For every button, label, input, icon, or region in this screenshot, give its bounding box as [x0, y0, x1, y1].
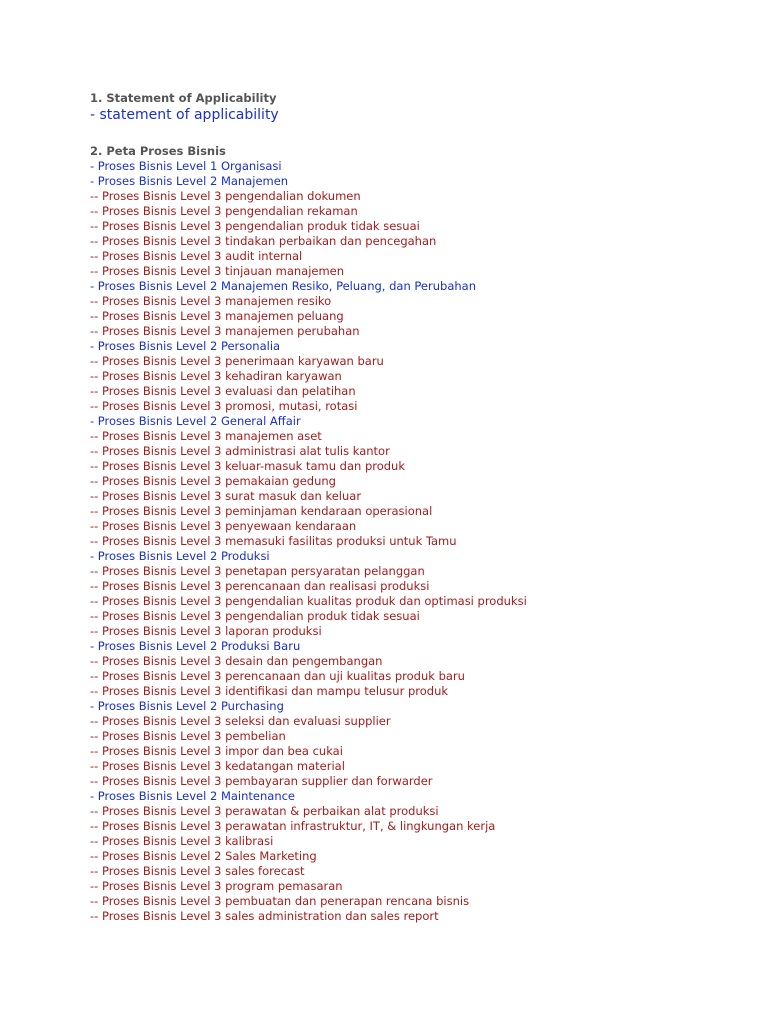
process-level3-link[interactable]: -- Proses Bisnis Level 3 impor dan bea cukai: [90, 744, 343, 758]
process-level3-link[interactable]: -- Proses Bisnis Level 3 desain dan pengembangan: [90, 654, 383, 668]
process-level3-link[interactable]: -- Proses Bisnis Level 3 kalibrasi: [90, 834, 274, 848]
section-spacer: [90, 125, 750, 144]
process-level3-link[interactable]: -- Proses Bisnis Level 3 kedatangan material: [90, 759, 345, 773]
process-level3-link[interactable]: -- Proses Bisnis Level 3 seleksi dan evaluasi supplier: [90, 714, 391, 728]
process-level2-link[interactable]: - Proses Bisnis Level 2 Produksi Baru: [90, 639, 301, 653]
process-level3-link[interactable]: -- Proses Bisnis Level 3 pengendalian produk tidak sesuai: [90, 609, 420, 623]
process-level3-link[interactable]: -- Proses Bisnis Level 3 surat masuk dan keluar: [90, 489, 362, 503]
process-level2-link[interactable]: - Proses Bisnis Level 2 Produksi: [90, 549, 270, 563]
process-level3-link[interactable]: -- Proses Bisnis Level 3 pembayaran supplier dan forwarder: [90, 774, 433, 788]
process-level3-link[interactable]: -- Proses Bisnis Level 3 penetapan persyaratan pelanggan: [90, 564, 425, 578]
process-level3-link[interactable]: -- Proses Bisnis Level 3 promosi, mutasi, rotasi: [90, 399, 358, 413]
process-level3-link[interactable]: -- Proses Bisnis Level 3 tinjauan manajemen: [90, 264, 345, 278]
process-level3-link[interactable]: -- Proses Bisnis Level 3 manajemen peluang: [90, 309, 344, 323]
process-level3-link[interactable]: -- Proses Bisnis Level 3 penyewaan kendaraan: [90, 519, 357, 533]
process-level3-link[interactable]: -- Proses Bisnis Level 3 manajemen perubahan: [90, 324, 360, 338]
process-level3-link[interactable]: -- Proses Bisnis Level 3 sales forecast: [90, 864, 305, 878]
process-level3-link[interactable]: -- Proses Bisnis Level 3 sales administration dan sales report: [90, 909, 439, 923]
process-level3-link[interactable]: -- Proses Bisnis Level 3 manajemen aset: [90, 429, 322, 443]
process-level3-link[interactable]: -- Proses Bisnis Level 3 laporan produksi: [90, 624, 322, 638]
process-level3-link[interactable]: -- Proses Bisnis Level 3 pembuatan dan penerapan rencana bisnis: [90, 894, 470, 908]
process-level3-link[interactable]: -- Proses Bisnis Level 3 perawatan infrastruktur, IT, & lingkungan kerja: [90, 819, 496, 833]
process-level3-link[interactable]: -- Proses Bisnis Level 3 pemakaian gedung: [90, 474, 336, 488]
process-level3-link[interactable]: -- Proses Bisnis Level 3 audit internal: [90, 249, 303, 263]
process-level3-link[interactable]: -- Proses Bisnis Level 2 Sales Marketing: [90, 849, 317, 863]
section-1-heading: 1. Statement of Applicability: [90, 91, 277, 105]
process-level3-link[interactable]: -- Proses Bisnis Level 3 identifikasi dan mampu telusur produk: [90, 684, 449, 698]
process-level3-link[interactable]: -- Proses Bisnis Level 3 penerimaan karyawan baru: [90, 354, 384, 368]
process-level3-link[interactable]: -- Proses Bisnis Level 3 perencanaan dan realisasi produksi: [90, 579, 430, 593]
process-level3-link[interactable]: -- Proses Bisnis Level 3 pembelian: [90, 729, 286, 743]
process-level2-link[interactable]: - Proses Bisnis Level 2 Personalia: [90, 339, 281, 353]
process-level3-link[interactable]: -- Proses Bisnis Level 3 pengendalian kualitas produk dan optimasi produksi: [90, 594, 527, 608]
process-level3-link[interactable]: -- Proses Bisnis Level 3 kehadiran karyawan: [90, 369, 342, 383]
process-level2-link[interactable]: - Proses Bisnis Level 2 General Affair: [90, 414, 301, 428]
process-level2-link[interactable]: - Proses Bisnis Level 2 Maintenance: [90, 789, 296, 803]
process-level3-link[interactable]: -- Proses Bisnis Level 3 pengendalian dokumen: [90, 189, 361, 203]
process-level3-link[interactable]: -- Proses Bisnis Level 3 memasuki fasilitas produksi untuk Tamu: [90, 534, 457, 548]
process-level3-link[interactable]: -- Proses Bisnis Level 3 perawatan & perbaikan alat produksi: [90, 804, 439, 818]
process-level3-link[interactable]: -- Proses Bisnis Level 3 tindakan perbaikan dan pencegahan: [90, 234, 437, 248]
process-list: [90, 159, 750, 924]
process-level3-link[interactable]: -- Proses Bisnis Level 3 administrasi alat tulis kantor: [90, 444, 390, 458]
process-level3-link[interactable]: -- Proses Bisnis Level 3 program pemasaran: [90, 879, 343, 893]
process-level3-link[interactable]: -- Proses Bisnis Level 3 pengendalian produk tidak sesuai: [90, 219, 420, 233]
process-level3-link[interactable]: -- Proses Bisnis Level 3 keluar-masuk tamu dan produk: [90, 459, 405, 473]
section-2-heading: 2. Peta Proses Bisnis: [90, 144, 226, 158]
process-level2-link[interactable]: - Proses Bisnis Level 2 Manajemen: [90, 174, 289, 188]
process-level3-link[interactable]: -- Proses Bisnis Level 3 evaluasi dan pelatihan: [90, 384, 356, 398]
statement-of-applicability-link[interactable]: - statement of applicability: [90, 107, 279, 123]
process-level2-link[interactable]: - Proses Bisnis Level 2 Purchasing: [90, 699, 284, 713]
process-level3-link[interactable]: -- Proses Bisnis Level 3 pengendalian rekaman: [90, 204, 358, 218]
process-level2-link[interactable]: - Proses Bisnis Level 2 Manajemen Resiko, Peluang, dan Perubahan: [90, 279, 476, 293]
process-level2-link[interactable]: - Proses Bisnis Level 1 Organisasi: [90, 159, 282, 173]
process-level3-link[interactable]: -- Proses Bisnis Level 3 manajemen resiko: [90, 294, 332, 308]
process-level3-link[interactable]: -- Proses Bisnis Level 3 peminjaman kendaraan operasional: [90, 504, 433, 518]
document-body: [90, 91, 750, 924]
process-level3-link[interactable]: -- Proses Bisnis Level 3 perencanaan dan uji kualitas produk baru: [90, 669, 465, 683]
